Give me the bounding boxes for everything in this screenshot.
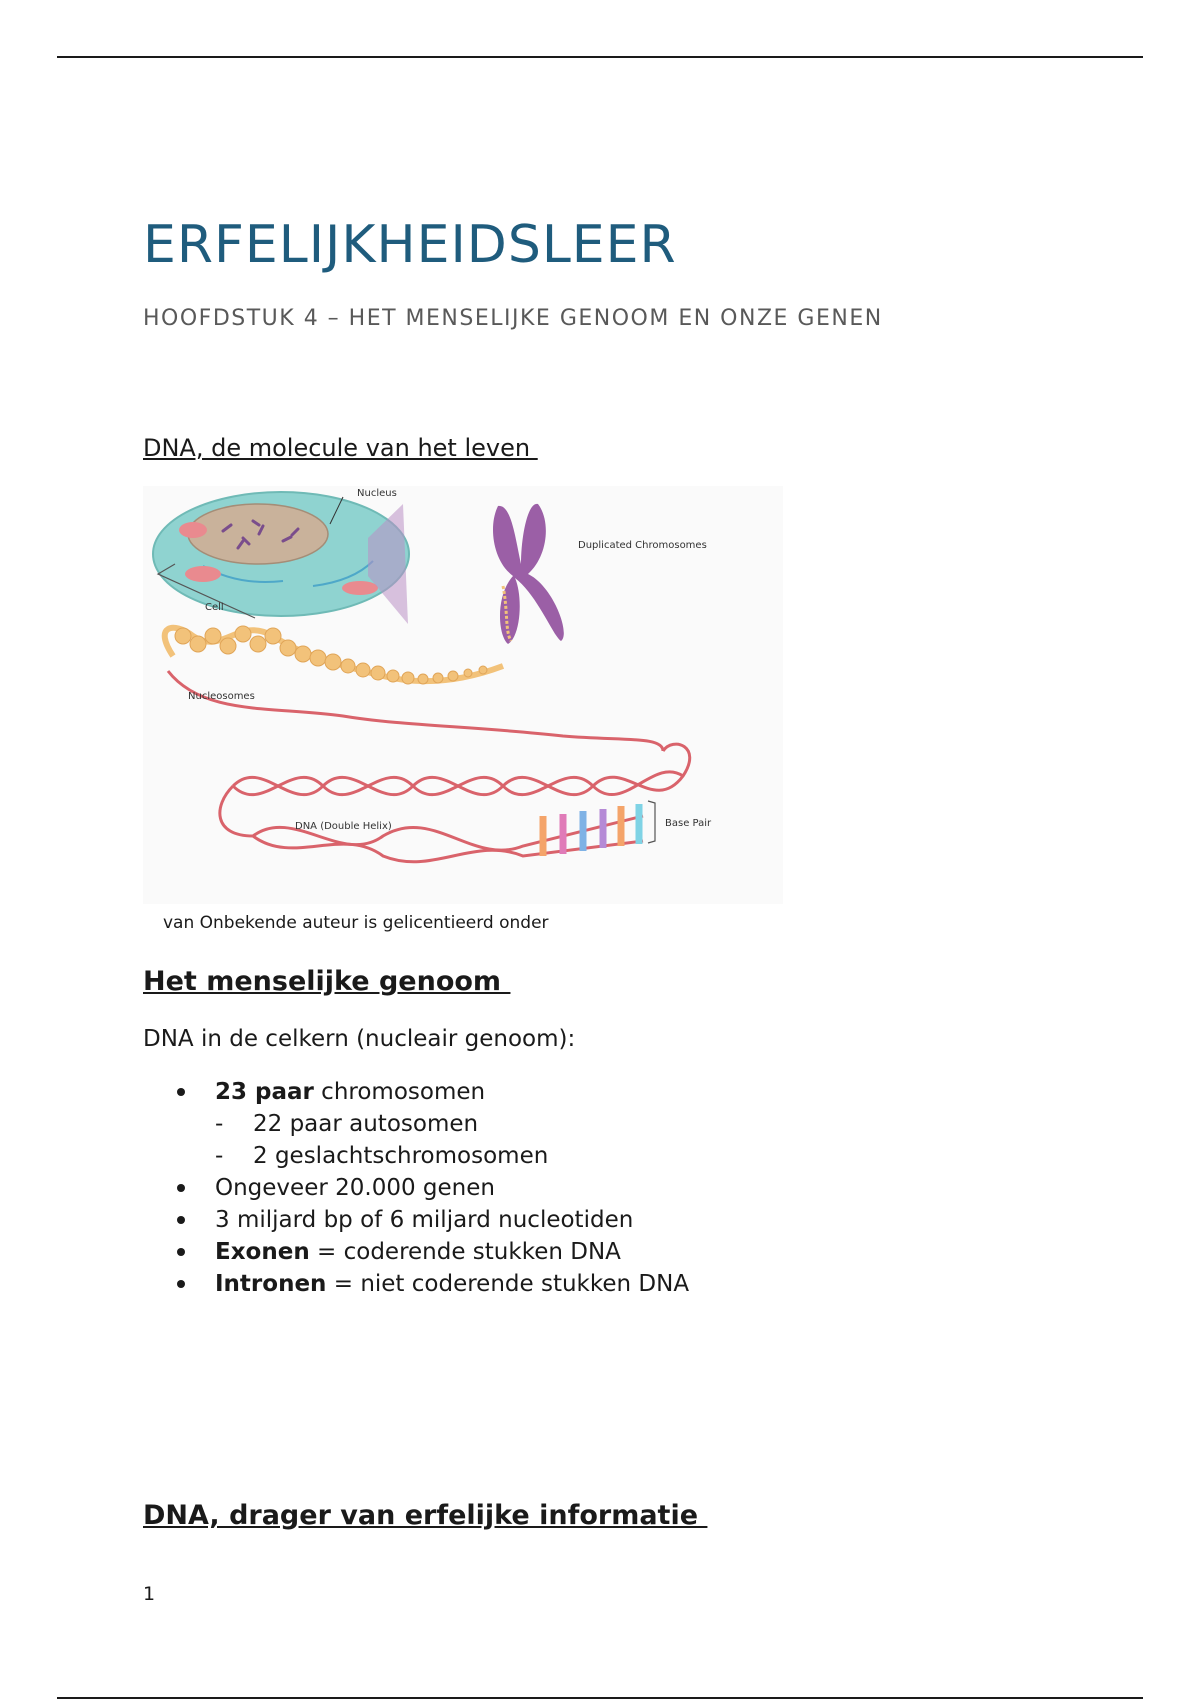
list-item: Exonen = coderende stukken DNA bbox=[175, 1236, 689, 1268]
figure-caption: van Onbekende auteur is gelicentieerd onder bbox=[163, 913, 549, 933]
list-subitem: - 2 geslachtschromosomen bbox=[175, 1140, 689, 1172]
section-heading-dna-carrier: DNA, drager van erfelijke informatie bbox=[143, 1500, 708, 1531]
label-base-pair: Base Pair bbox=[665, 818, 712, 829]
genome-intro: DNA in de celkern (nucleair genoom): bbox=[143, 1026, 576, 1052]
genome-facts-list bbox=[175, 1076, 689, 1300]
page-number: 1 bbox=[143, 1583, 156, 1605]
section-heading-dna-molecule: DNA, de molecule van het leven bbox=[143, 434, 538, 462]
section-heading-human-genome: Het menselijke genoom bbox=[143, 966, 511, 997]
list-item: 3 miljard bp of 6 miljard nucleotiden bbox=[175, 1204, 689, 1236]
document-subtitle: HOOFDSTUK 4 – HET MENSELIJKE GENOOM EN ONZE GENEN bbox=[143, 306, 883, 331]
document-title: ERFELIJKHEIDSLEER bbox=[143, 215, 677, 275]
label-nucleus: Nucleus bbox=[357, 488, 397, 499]
list-item: 23 paar chromosomen bbox=[175, 1076, 689, 1108]
label-nucleosomes: Nucleosomes bbox=[188, 691, 255, 702]
dna-structure-illustration bbox=[143, 486, 783, 904]
header-rule bbox=[57, 56, 1143, 58]
label-duplicated-chromosomes: Duplicated Chromosomes bbox=[578, 540, 707, 551]
footer-rule bbox=[57, 1697, 1143, 1699]
label-dna-double-helix: DNA (Double Helix) bbox=[295, 821, 392, 832]
list-subitem: - 22 paar autosomen bbox=[175, 1108, 689, 1140]
list-item: Intronen = niet coderende stukken DNA bbox=[175, 1268, 689, 1300]
label-cell: Cell bbox=[205, 602, 224, 613]
list-item: Ongeveer 20.000 genen bbox=[175, 1172, 689, 1204]
